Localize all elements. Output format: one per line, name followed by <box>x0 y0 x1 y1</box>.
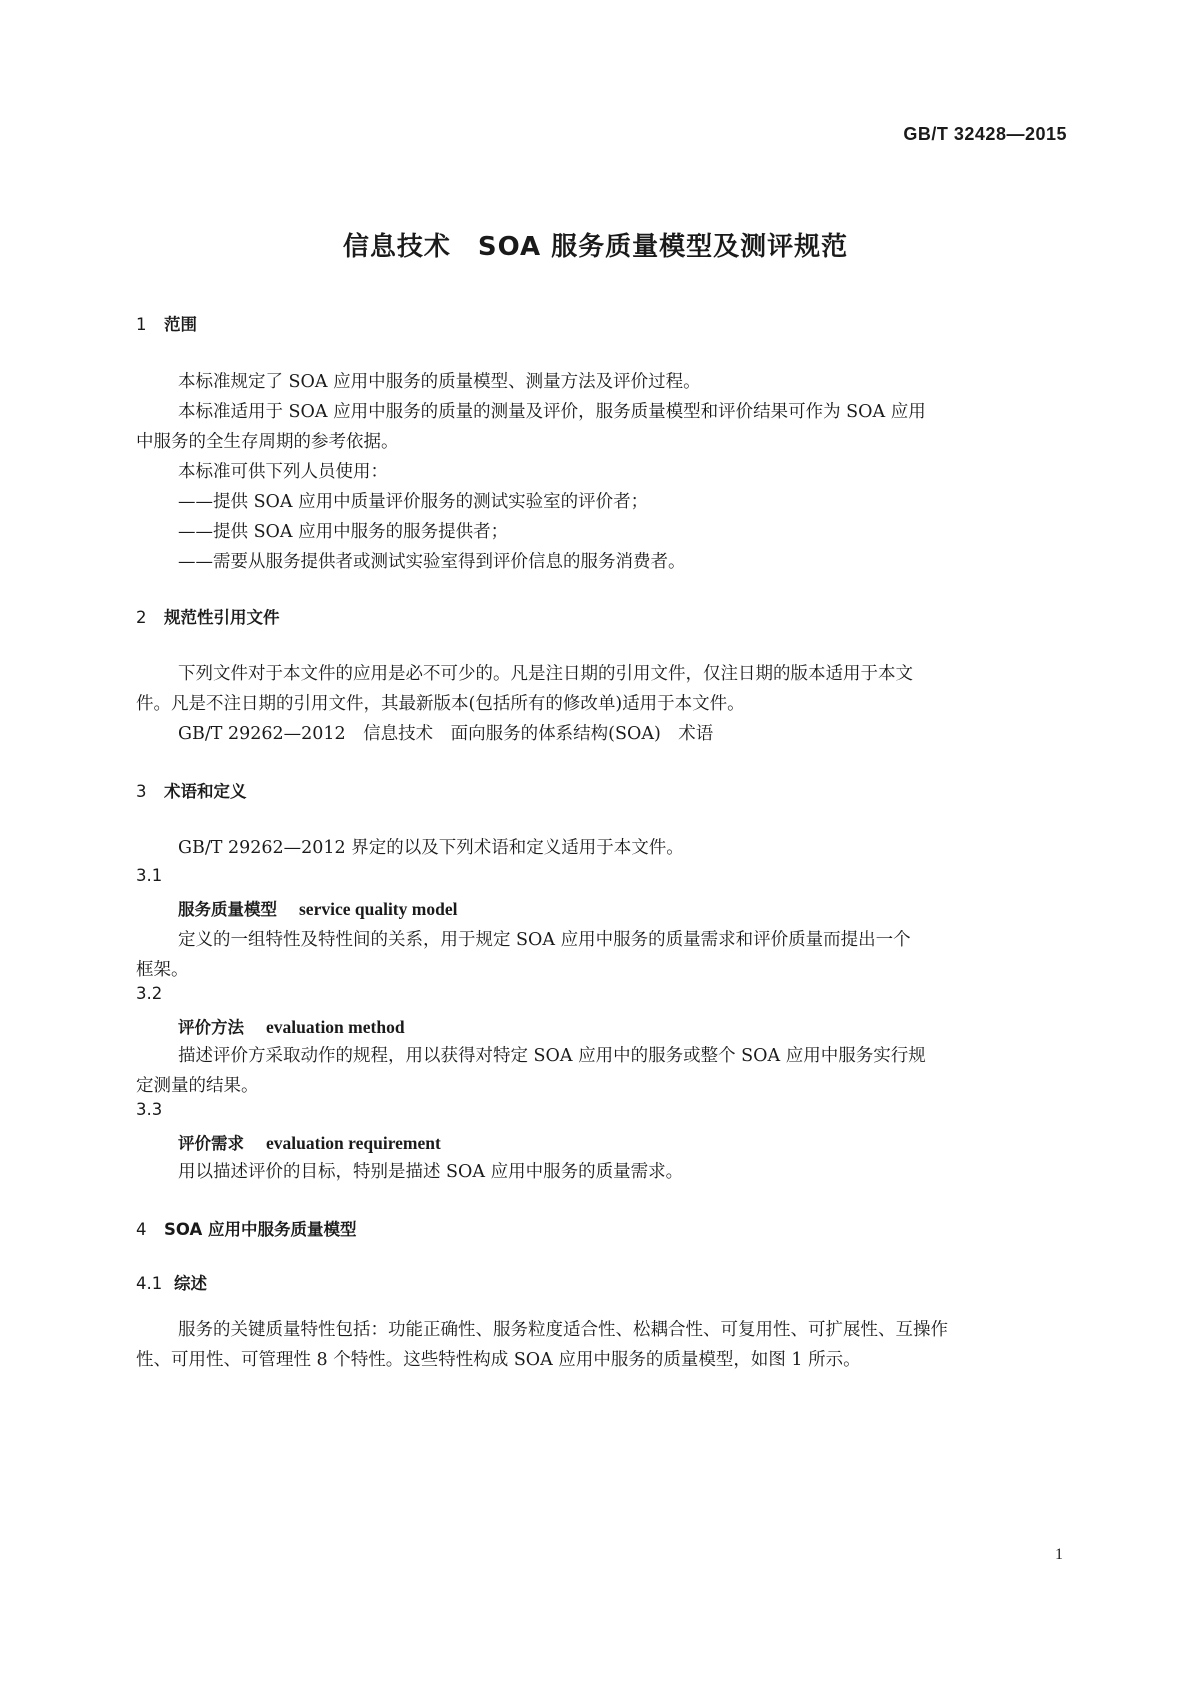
paragraph-continuation: 中服务的全生存周期的参考依据。 <box>136 432 399 452</box>
term-zh: 服务质量模型 <box>178 900 277 919</box>
term-definition-continuation: 定测量的结果。 <box>136 1076 259 1096</box>
term-number: 3.3 <box>136 1100 163 1119</box>
term-entry <box>178 1130 441 1154</box>
term-definition: 描述评价方采取动作的规程，用以获得对特定 SOA 应用中的服务或整个 SOA 应用中服务实行规 <box>178 1046 926 1066</box>
paragraph: 本标准可供下列人员使用： <box>178 462 388 482</box>
list-item: ——提供 SOA 应用中服务的服务提供者； <box>178 522 509 542</box>
standard-code: GB/T 32428—2015 <box>903 124 1067 144</box>
paragraph: GB/T 29262—2012 界定的以及下列术语和定义适用于本文件。 <box>178 838 684 858</box>
section-number: 1 <box>136 315 147 334</box>
section-1-heading <box>136 311 197 335</box>
paragraph-continuation: 性、可用性、可管理性 8 个特性。这些特性构成 SOA 应用中服务的质量模型，如图 1 所示。 <box>136 1350 861 1370</box>
section-number: 2 <box>136 608 147 627</box>
section-title: SOA 应用中服务质量模型 <box>164 1220 357 1239</box>
paragraph: 服务的关键质量特性包括：功能正确性、服务粒度适合性、松耦合性、可复用性、可扩展性、互操作 <box>178 1320 948 1340</box>
term-definition-continuation: 框架。 <box>136 960 189 980</box>
term-en: evaluation method <box>266 1017 405 1037</box>
section-title: 范围 <box>164 315 197 334</box>
term-zh: 评价需求 <box>178 1134 244 1153</box>
document-title: 信息技术 SOA 服务质量模型及测评规范 <box>342 232 849 262</box>
term-number: 3.1 <box>136 866 163 885</box>
term-definition: 用以描述评价的目标，特别是描述 SOA 应用中服务的质量需求。 <box>178 1162 684 1182</box>
section-4-heading <box>136 1216 356 1240</box>
term-number: 3.2 <box>136 984 163 1003</box>
section-title: 术语和定义 <box>164 782 247 801</box>
subsection-title: 综述 <box>174 1274 207 1293</box>
term-zh: 评价方法 <box>178 1018 244 1037</box>
list-item: ——需要从服务提供者或测试实验室得到评价信息的服务消费者。 <box>178 552 686 572</box>
normative-reference: GB/T 29262—2012 信息技术 面向服务的体系结构(SOA) 术语 <box>178 724 714 744</box>
term-entry <box>178 1014 405 1038</box>
page-number: 1 <box>1055 1546 1063 1563</box>
section-number: 3 <box>136 782 147 801</box>
term-definition: 定义的一组特性及特性间的关系，用于规定 SOA 应用中服务的质量需求和评价质量而提出一个 <box>178 930 911 950</box>
section-3-heading <box>136 778 247 802</box>
section-2-heading <box>136 604 280 628</box>
list-item: ——提供 SOA 应用中质量评价服务的测试实验室的评价者； <box>178 492 649 512</box>
paragraph: 本标准规定了 SOA 应用中服务的质量模型、测量方法及评价过程。 <box>178 372 701 392</box>
paragraph-continuation: 件。凡是不注日期的引用文件，其最新版本(包括所有的修改单)适用于本文件。 <box>136 694 745 714</box>
subsection-4-1-heading <box>136 1270 207 1294</box>
term-en: service quality model <box>299 899 458 919</box>
paragraph: 本标准适用于 SOA 应用中服务的质量的测量及评价，服务质量模型和评价结果可作为 SOA 应用 <box>178 402 926 422</box>
section-number: 4 <box>136 1220 147 1239</box>
term-en: evaluation requirement <box>266 1133 441 1153</box>
section-title: 规范性引用文件 <box>164 608 280 627</box>
paragraph: 下列文件对于本文件的应用是必不可少的。凡是注日期的引用文件，仅注日期的版本适用于本文 <box>178 664 913 684</box>
subsection-number: 4.1 <box>136 1274 163 1293</box>
term-entry <box>178 896 457 920</box>
